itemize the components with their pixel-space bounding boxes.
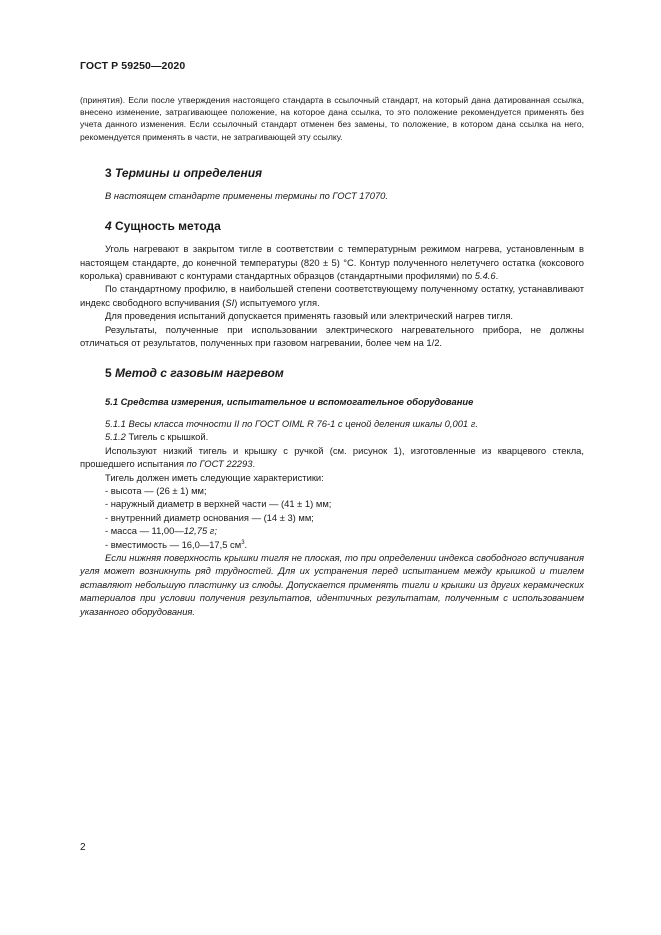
volume-text: - вместимость — 16,0—17,5 см (105, 538, 242, 550)
section-4-p1-ref: 5.4.6 (474, 270, 496, 282)
crucible-characteristics-intro: Тигель должен иметь следующие характеристики: (105, 471, 324, 483)
list-item-volume (80, 538, 584, 551)
list-item: - высота — (26 ± 1) мм; (105, 484, 207, 496)
section-4-paragraph-3: Для проведения испытаний допускается применять газовый или электрический нагрев тигля. (105, 310, 514, 322)
standard-header: ГОСТ Р 59250—2020 (80, 60, 186, 72)
section-5-title: Метод с газовым нагревом (115, 366, 284, 381)
section-3-text: В настоящем стандарте применены термины по ГОСТ 17070. (105, 189, 388, 201)
crucible-description-end: . (252, 458, 256, 470)
volume-end: . (244, 538, 248, 550)
crucible-description (80, 444, 584, 471)
page-content (80, 94, 584, 618)
list-item-mass (80, 524, 584, 537)
mass-text: - масса — 11,00— (105, 525, 184, 537)
crucible-description-ref: по ГОСТ 22293 (186, 458, 253, 470)
section-3-title: Термины и определения (115, 165, 263, 180)
section-4-p2-si: SI (225, 296, 235, 308)
section-3-heading (80, 165, 584, 181)
section-4-title: Сущность метода (115, 219, 221, 234)
volume-superscript: 3 (241, 539, 245, 546)
list-item: - наружный диаметр в верхней части — (41 ± 1) мм; (105, 498, 332, 510)
section-4-p2-text: По стандартному профилю, в наибольшей степени соответствующему полученному остатку, устанавливают индекс свободного вспучивания ( (80, 283, 584, 308)
section-4-p1-end: . (495, 270, 499, 282)
section-4-paragraph-1 (80, 242, 584, 282)
page-number: 2 (80, 842, 86, 853)
section-4-heading (80, 218, 584, 234)
section-5-heading (80, 365, 584, 381)
mass-value: 12,75 г; (183, 525, 217, 537)
section-4-number: 4 (105, 219, 112, 234)
subsection-5-1-heading: 5.1 Средства измерения, испытательное и вспомогательное оборудование (105, 396, 474, 408)
clause-5-1-2-number: 5.1.2 (105, 431, 126, 443)
section-4-paragraph-2 (80, 282, 584, 309)
section-3-number: 3 (105, 165, 112, 180)
section-4-p1-text: Уголь нагревают в закрытом тигле в соответствии с температурным режимом нагрева, установленным в настоящем стандарте, до конечной температуры (820 ± 5) °С. Контур полученного нелетучего остатка (коксового королька) сравнивают с контурами стандартных образцов (стандартными профилями) по (80, 243, 584, 282)
reference-note: (принятия). Если после утверждения настоящего стандарта в ссылочный стандарт, на который дана датированная ссылка, внесено изменение, затрагивающее положение, на которое дана ссылка, то это положение рекомендуется применять без учета данного изменения. Если ссылочный стандарт отменен без замены, то положение, в котором дана ссылка на него, рекомендуется применять в части, не затрагивающей эту ссылку. (80, 95, 584, 142)
lid-note-paragraph: Если нижняя поверхность крышки тигля не плоская, то при определении индекса свободного вспучивания угля может возникнуть ряд трудностей. Для их устранения перед испытанием между крышкой и тиглем вставляют небольшую пластинку из слюды. Допускается применять тигли и крышки из других керамических материалов при условии получения результатов, идентичных результатам, полученным с использованием указанного оборудования. (80, 551, 584, 617)
section-4-p2-end: ) испытуемого угля. (234, 296, 320, 308)
section-5-number: 5 (105, 366, 112, 381)
clause-5-1-2 (80, 430, 584, 443)
clause-5-1-1: 5.1.1 Весы класса точности II по ГОСТ OIML R 76-1 с ценой деления шкалы 0,001 г. (105, 417, 478, 429)
crucible-description-text: Используют низкий тигель и крышку с ручкой (см. рисунок 1), изготовленные из кварцевого стекла, прошедшего испытания (80, 444, 584, 470)
section-4-paragraph-4: Результаты, полученные при использовании электрического нагревательного прибора, не должны отличаться от результатов, полученных при газовом нагревании, более чем на 1/2. (80, 323, 584, 349)
clause-5-1-2-text: Тигель с крышкой. (125, 431, 209, 443)
list-item: - внутренний диаметр основания — (14 ± 3) мм; (105, 511, 314, 523)
